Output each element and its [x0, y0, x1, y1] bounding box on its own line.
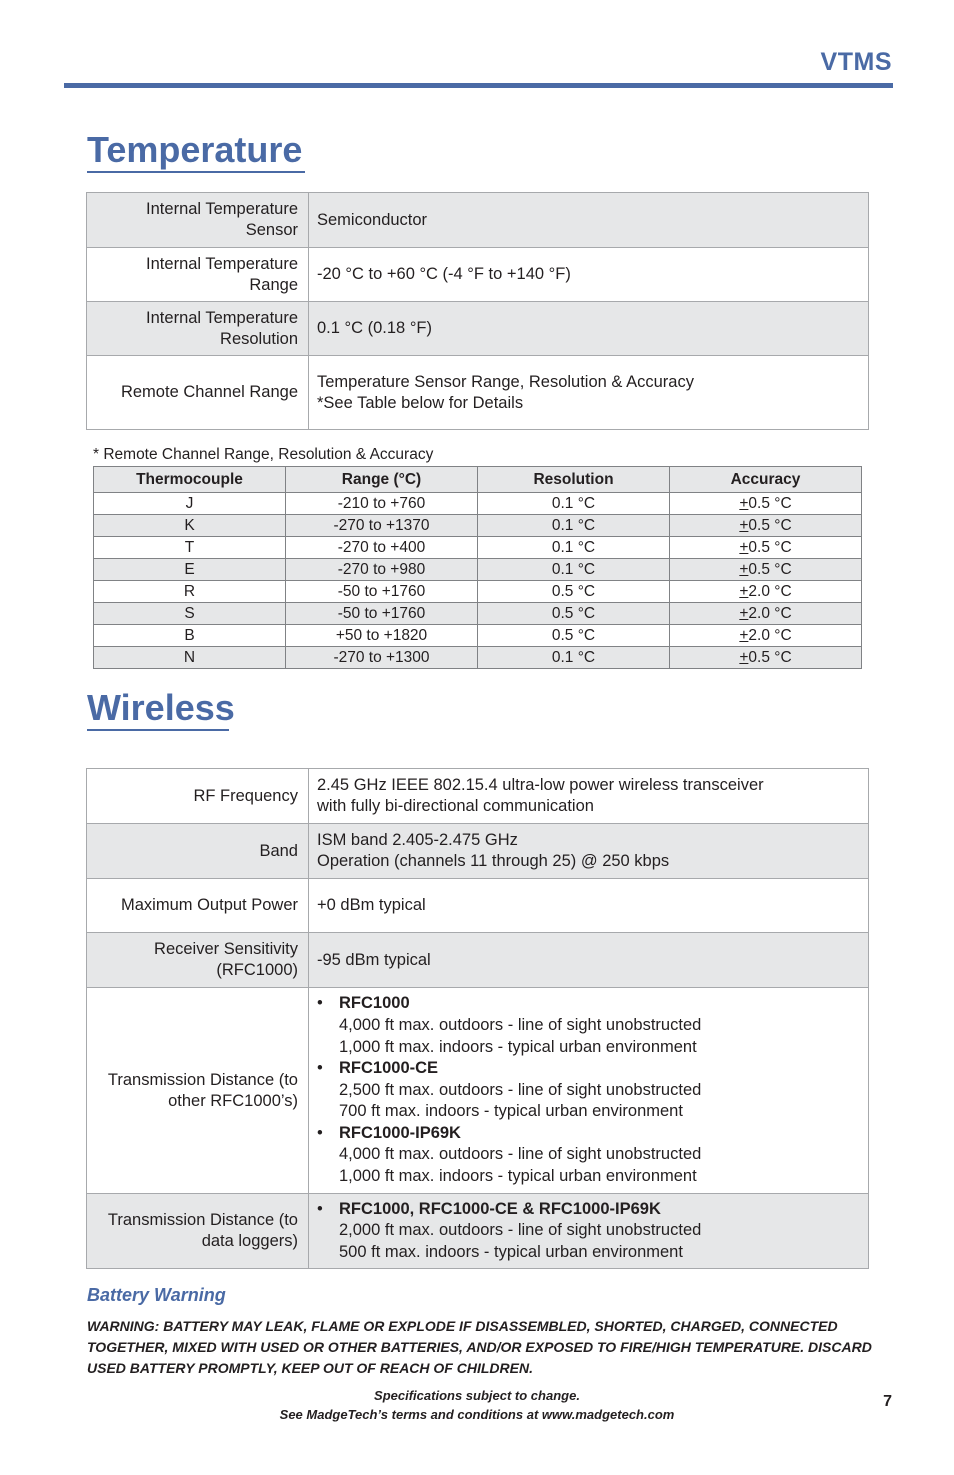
cell-resolution: 0.1 °C: [478, 515, 670, 537]
cell-accuracy: [670, 537, 862, 559]
table-row: [94, 625, 862, 647]
spec-value-line: ISM band 2.405-2.475 GHz: [317, 831, 518, 849]
thermocouple-table-caption: * Remote Channel Range, Resolution & Accuracy: [93, 446, 434, 463]
spec-row-rf-frequency: [87, 769, 869, 824]
cell-range: -50 to +1760: [286, 603, 478, 625]
cell-thermocouple: S: [94, 603, 286, 625]
cell-accuracy: [670, 559, 862, 581]
cell-range: -270 to +400: [286, 537, 478, 559]
distance-outdoors: 2,000 ft max. outdoors - line of sight unobstructed: [339, 1221, 702, 1240]
footer-line: See MadgeTech’s terms and conditions at www.madgetech.com: [279, 1407, 675, 1422]
spec-row-receiver-sensitivity: [87, 933, 869, 988]
spec-row-transmission-rfc: [87, 988, 869, 1194]
cell-thermocouple: E: [94, 559, 286, 581]
plus-minus-sign: +: [739, 517, 749, 534]
temperature-title-underline: [87, 171, 305, 173]
bullet-item: [317, 1123, 860, 1188]
cell-accuracy: [670, 493, 862, 515]
battery-warning-title: Battery Warning: [87, 1285, 226, 1305]
model-name: RFC1000: [339, 994, 410, 1013]
bullet-icon: •: [317, 1199, 323, 1218]
spec-value-line: with fully bi-directional communication: [317, 797, 594, 815]
model-name: RFC1000-IP69K: [339, 1123, 461, 1142]
spec-label: Transmission Distance (to other RFC1000’s): [87, 988, 309, 1194]
accuracy-value: 2.0 °C: [748, 627, 792, 644]
spec-row-internal-resolution: [87, 302, 869, 356]
cell-range: -270 to +980: [286, 559, 478, 581]
table-row: [94, 581, 862, 603]
brand-title: VTMS: [820, 48, 892, 76]
cell-accuracy: [670, 603, 862, 625]
cell-accuracy: [670, 581, 862, 603]
cell-range: -270 to +1300: [286, 647, 478, 669]
temperature-spec-table: [86, 192, 869, 430]
accuracy-value: 0.5 °C: [748, 539, 792, 556]
temperature-title: Temperature: [87, 129, 303, 170]
accuracy-value: 2.0 °C: [748, 605, 792, 622]
page-number: 7: [883, 1393, 892, 1410]
bullet-item: [317, 1058, 860, 1123]
accuracy-value: 0.5 °C: [748, 561, 792, 578]
cell-accuracy: [670, 625, 862, 647]
spec-value: [309, 1194, 869, 1269]
plus-minus-sign: +: [739, 495, 749, 512]
distance-outdoors: 4,000 ft max. outdoors - line of sight unobstructed: [339, 1145, 702, 1164]
spec-label: RF Frequency: [87, 769, 309, 824]
column-header: Resolution: [478, 467, 670, 493]
plus-minus-sign: +: [739, 583, 749, 600]
spec-value-line: Operation (channels 11 through 25) @ 250 kbps: [317, 852, 670, 870]
spec-row-transmission-loggers: [87, 1194, 869, 1269]
bullet-icon: •: [317, 1123, 323, 1142]
plus-minus-sign: +: [739, 605, 749, 622]
spec-label: Band: [87, 824, 309, 879]
spec-label: Remote Channel Range: [87, 356, 309, 430]
plus-minus-sign: +: [739, 539, 749, 556]
cell-range: -210 to +760: [286, 493, 478, 515]
cell-range: -50 to +1760: [286, 581, 478, 603]
accuracy-value: 0.5 °C: [748, 517, 792, 534]
spec-value-line: Temperature Sensor Range, Resolution & Accuracy: [317, 372, 694, 391]
cell-thermocouple: N: [94, 647, 286, 669]
battery-warning-text: WARNING: BATTERY MAY LEAK, FLAME OR EXPLODE IF DISASSEMBLED, SHORTED, CHARGED, CONNECTED TOGETHER, MIXED WITH USED OR OTHER BATTERIES, AND/OR EXPOSED TO FIRE/HIGH TEMPERATURE. DISCARD USED BATTERY PROMPTLY, KEEP OUT OF REACH OF CHILDREN.: [87, 1318, 872, 1376]
cell-range: -270 to +1370: [286, 515, 478, 537]
spec-label: Transmission Distance (to data loggers): [87, 1194, 309, 1269]
cell-resolution: 0.1 °C: [478, 493, 670, 515]
cell-thermocouple: K: [94, 515, 286, 537]
cell-thermocouple: T: [94, 537, 286, 559]
distance-outdoors: 4,000 ft max. outdoors - line of sight unobstructed: [339, 1015, 702, 1034]
distance-indoors: 500 ft max. indoors - typical urban environment: [339, 1242, 683, 1261]
distance-outdoors: 2,500 ft max. outdoors - line of sight unobstructed: [339, 1080, 702, 1099]
plus-minus-sign: +: [739, 627, 749, 644]
accuracy-value: 2.0 °C: [748, 583, 792, 600]
column-header: Thermocouple: [94, 467, 286, 493]
cell-resolution: 0.1 °C: [478, 559, 670, 581]
cell-resolution: 0.5 °C: [478, 603, 670, 625]
spec-value: -20 °C to +60 °C (-4 °F to +140 °F): [309, 248, 869, 302]
spec-value: [309, 988, 869, 1194]
distance-indoors: 1,000 ft max. indoors - typical urban environment: [339, 1167, 697, 1186]
spec-row-max-output-power: [87, 879, 869, 933]
cell-resolution: 0.5 °C: [478, 581, 670, 603]
accuracy-value: 0.5 °C: [748, 495, 792, 512]
cell-thermocouple: B: [94, 625, 286, 647]
spec-row-internal-range: [87, 248, 869, 302]
cell-thermocouple: R: [94, 581, 286, 603]
footer-line: Specifications subject to change.: [374, 1388, 580, 1403]
spec-value: 0.1 °C (0.18 °F): [309, 302, 869, 356]
table-row: [94, 515, 862, 537]
table-row: [94, 559, 862, 581]
plus-minus-sign: +: [739, 649, 749, 666]
table-row: [94, 493, 862, 515]
cell-accuracy: [670, 647, 862, 669]
bullet-item: [317, 993, 860, 1058]
spec-label: Maximum Output Power: [87, 879, 309, 933]
cell-accuracy: [670, 515, 862, 537]
spec-value-line: 2.45 GHz IEEE 802.15.4 ultra-low power wireless transceiver: [317, 776, 764, 794]
bullet-icon: •: [317, 994, 323, 1013]
plus-minus-sign: +: [739, 561, 749, 578]
spec-value: [309, 824, 869, 879]
cell-thermocouple: J: [94, 493, 286, 515]
header-rule: [64, 83, 893, 88]
spec-value: [309, 769, 869, 824]
spec-value: +0 dBm typical: [309, 879, 869, 933]
table-row: [94, 647, 862, 669]
table-row: [94, 603, 862, 625]
bullet-icon: •: [317, 1059, 323, 1078]
spec-row-band: [87, 824, 869, 879]
bullet-item: [317, 1199, 860, 1264]
spec-label: Receiver Sensitivity (RFC1000): [87, 933, 309, 988]
spec-label: Internal Temperature Range: [87, 248, 309, 302]
distance-indoors: 1,000 ft max. indoors - typical urban environment: [339, 1037, 697, 1056]
wireless-title-underline: [87, 729, 229, 731]
cell-range: +50 to +1820: [286, 625, 478, 647]
spec-label: Internal Temperature Sensor: [87, 193, 309, 248]
cell-resolution: 0.1 °C: [478, 537, 670, 559]
spec-value: Semiconductor: [309, 193, 869, 248]
model-name: RFC1000-CE: [339, 1059, 439, 1078]
model-name: RFC1000, RFC1000-CE & RFC1000-IP69K: [339, 1199, 661, 1218]
column-header: Accuracy: [670, 467, 862, 493]
table-row: [94, 537, 862, 559]
spec-value-line: *See Table below for Details: [317, 393, 524, 412]
spec-value: [309, 356, 869, 430]
thermocouple-table: [93, 466, 862, 669]
footer: [0, 1386, 954, 1424]
wireless-spec-table: [86, 768, 869, 1269]
cell-resolution: 0.1 °C: [478, 647, 670, 669]
accuracy-value: 0.5 °C: [748, 649, 792, 666]
column-header: Range (°C): [286, 467, 478, 493]
spec-value: -95 dBm typical: [309, 933, 869, 988]
table-header-row: [94, 467, 862, 493]
spec-label: Internal Temperature Resolution: [87, 302, 309, 356]
cell-resolution: 0.5 °C: [478, 625, 670, 647]
wireless-title: Wireless: [87, 687, 235, 728]
spec-row-internal-sensor: [87, 193, 869, 248]
distance-indoors: 700 ft max. indoors - typical urban environment: [339, 1102, 683, 1121]
spec-row-remote-channel-range: [87, 356, 869, 430]
